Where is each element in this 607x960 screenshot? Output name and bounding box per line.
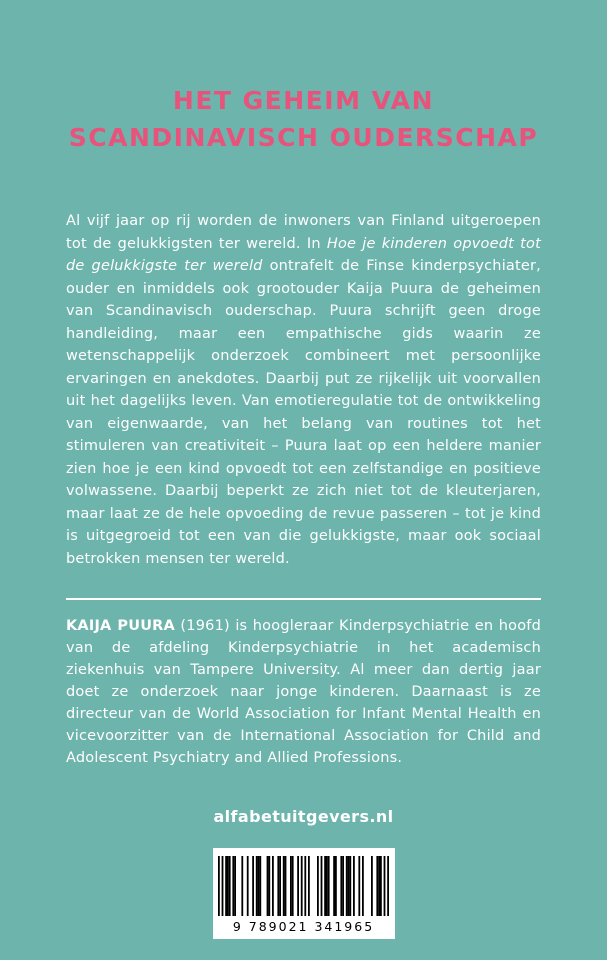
book-title-line2: SCANDINAVISCH OUDERSCHAP — [68, 123, 539, 152]
author-name: KAIJA PUURA — [66, 618, 175, 634]
section-divider — [66, 598, 541, 600]
barcode-number: 9 789021 341965 — [232, 919, 375, 934]
synopsis-book-title-italic: Hoe je kinderen opvoedt tot de gelukkigste ter wereld — [66, 235, 541, 274]
synopsis-text-after: ontrafelt de Finse kinderpsychiater, ouder en inmiddels ook grootouder Kaija Puura de geheimen van Scandinavisch ouderschap. Puura schrijft geen droge handleiding, maar een empathische gids waarin ze wetenschappelijk onderzoek combineert met persoonlijke ervaringen en anekdotes. Daarbij put ze rijkelijk uit voorvallen uit het dagelijks leven. Van emotieregulatie tot de ontwikkeling van eigenwaarde, van het belang van routines tot het stimuleren van creativiteit – Puura laat op een heldere manier zien hoe je een kind opvoedt tot een zelfstandige en positieve volwassene. Daarbij beperkt ze zich niet tot de kleuterjaren, maar laat ze de hele opvoeding de revue passeren – tot je kind is uitgegroeid tot een van die gelukkigste, maar ook sociaal betrokken mensen ter wereld. — [66, 258, 541, 567]
publisher-url: alfabetuitgevers.nl — [213, 807, 394, 826]
author-bio-paragraph — [66, 615, 541, 769]
book-title — [66, 82, 541, 156]
author-bio-text: (1961) is hoogleraar Kinderpsychiatrie en hoofd van de afdeling Kinderpsychiatrie in het academisch ziekenhuis van Tampere University. Al meer dan dertig jaar doet ze onderzoek naar jonge kinderen. Daarnaast is ze directeur van de World Association for Infant Mental Health en vicevoorzitter van de International Association for Child and Adolescent Psychiatry and Allied Professions. — [66, 618, 541, 766]
barcode-bars-icon — [218, 856, 389, 916]
synopsis-text-before: Al vijf jaar op rij worden de inwoners van Finland uitgeroepen tot de gelukkigsten ter wereld. In — [66, 213, 541, 252]
synopsis-paragraph — [66, 210, 541, 570]
barcode — [213, 848, 395, 939]
book-title-line1: HET GEHEIM VAN — [172, 86, 435, 115]
